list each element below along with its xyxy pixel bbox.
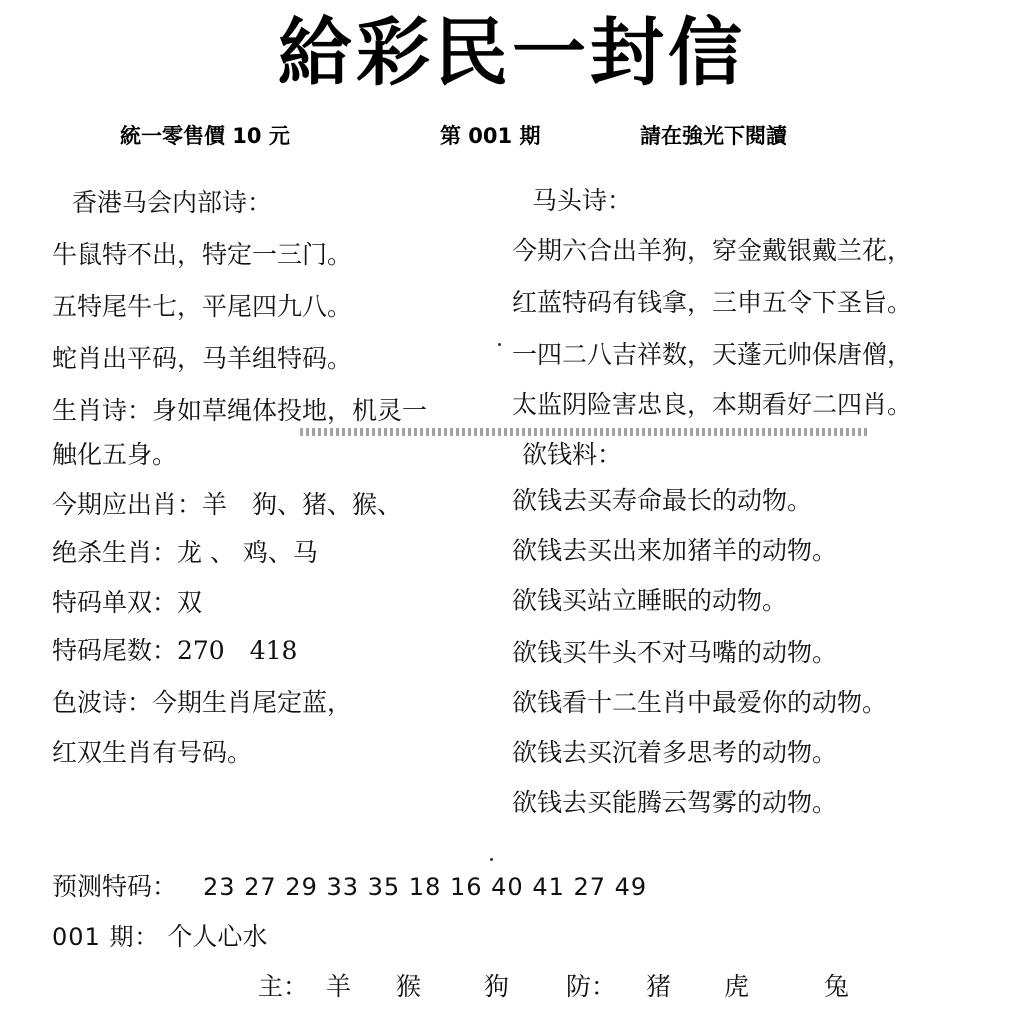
guard-label: 防：: [566, 972, 617, 1001]
issue-number-label: 001 期：: [52, 923, 160, 951]
left-line: 特码尾数：270 418: [52, 636, 298, 665]
prediction-label: 预测特码：: [52, 872, 178, 901]
guard-pick-row: [566, 970, 863, 1004]
price-label: 統一零售價 10 元: [120, 124, 290, 148]
main-pick-row: [258, 970, 519, 1004]
scan-dot: [498, 343, 501, 346]
issue-label: 第 001 期: [440, 124, 541, 148]
main-values: 羊 猴 狗: [325, 972, 519, 1001]
left-line: 特码单双：双: [52, 588, 203, 617]
left-line: 红双生肖有号码。: [52, 738, 253, 767]
left-line: 今期应出肖：羊 狗、猪、猴、: [52, 490, 403, 519]
scan-artifact: [300, 428, 870, 436]
left-column: [52, 186, 502, 786]
right-line: 今期六合出羊狗，穿金戴银戴兰花，: [512, 236, 913, 265]
right-line: 欲钱看十二生肖中最爱你的动物。: [512, 688, 888, 717]
prediction-row: [52, 870, 647, 904]
right-line: 欲钱买站立睡眠的动物。: [512, 586, 788, 615]
left-heading: 香港马会内部诗：: [72, 188, 273, 217]
right-line: 欲钱去买寿命最长的动物。: [512, 486, 813, 515]
right-line: 欲钱买牛头不对马嘴的动物。: [512, 638, 838, 667]
issue-text: 个人心水: [167, 922, 268, 951]
prediction-numbers: 23 27 29 33 35 18 16 40 41 27 49: [202, 873, 648, 901]
read-hint: 請在強光下閱讀: [640, 124, 787, 148]
page-title: 給彩民一封信: [278, 10, 746, 96]
main-label: 主：: [258, 972, 309, 1001]
right-line: 欲钱去买能腾云驾雾的动物。: [512, 788, 838, 817]
right-line: 红蓝特码有钱拿，三申五令下圣旨。: [512, 288, 913, 317]
issue-row: [52, 920, 267, 954]
left-line: 牛鼠特不出，特定一三门。: [52, 240, 353, 269]
left-line: 生肖诗：身如草绳体投地，机灵一: [52, 396, 428, 425]
left-line: 色波诗：今期生肖尾定蓝，: [52, 688, 353, 717]
right-line: 太监阴险害忠良，本期看好二四肖。: [512, 390, 913, 419]
right-line: 一四二八吉祥数，天蓬元帅保唐僧，: [512, 340, 913, 369]
left-line: 五特尾牛七，平尾四九八。: [52, 292, 353, 321]
right-column: [512, 184, 982, 824]
right-heading: 欲钱料：: [522, 440, 623, 469]
left-line: 绝杀生肖：龙 、 鸡、马: [52, 538, 318, 567]
scan-dot: [490, 858, 493, 861]
left-line: 触化五身。: [52, 440, 178, 469]
left-line: 蛇肖出平码，马羊组特码。: [52, 344, 353, 373]
guard-values: 猪 虎 兔: [645, 972, 863, 1001]
right-line: 欲钱去买沉着多思考的动物。: [512, 738, 838, 767]
right-line: 欲钱去买出来加猪羊的动物。: [512, 536, 838, 565]
right-heading: 马头诗：: [532, 186, 633, 215]
